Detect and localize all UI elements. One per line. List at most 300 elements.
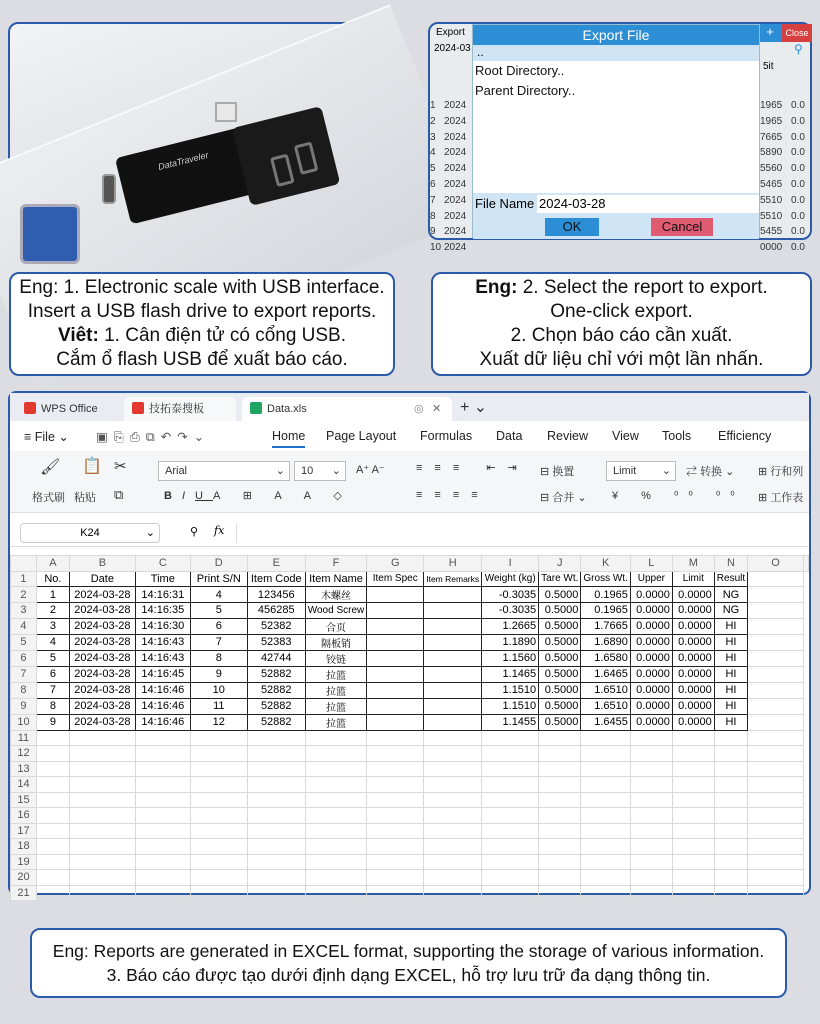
cell[interactable]: [482, 792, 539, 808]
column-header[interactable]: B: [69, 556, 135, 572]
cell[interactable]: [36, 730, 69, 746]
data-cell[interactable]: Wood Screw: [305, 603, 367, 619]
data-cell[interactable]: 0.1965: [581, 603, 630, 619]
font-size-select[interactable]: [294, 461, 346, 481]
cell[interactable]: [367, 730, 424, 746]
cell[interactable]: [305, 870, 367, 886]
file-name-input[interactable]: 2024-03-28: [537, 195, 759, 213]
cell[interactable]: [672, 854, 714, 870]
header-cell[interactable]: Upper: [630, 571, 672, 587]
row-header[interactable]: 21: [11, 885, 37, 901]
cell[interactable]: [714, 823, 747, 839]
column-header[interactable]: N: [714, 556, 747, 572]
data-cell[interactable]: 1.6455: [581, 714, 630, 730]
data-cell[interactable]: 6: [190, 618, 247, 634]
data-cell[interactable]: 拉篮: [305, 666, 367, 682]
data-cell[interactable]: [424, 587, 482, 603]
column-header[interactable]: G: [367, 556, 424, 572]
header-cell[interactable]: Item Remarks: [424, 571, 482, 587]
cell[interactable]: [424, 839, 482, 855]
data-cell[interactable]: 0.0000: [630, 682, 672, 698]
cell[interactable]: [714, 761, 747, 777]
number-format-select[interactable]: [606, 461, 676, 481]
data-cell[interactable]: 0.0000: [672, 634, 714, 650]
cell[interactable]: [581, 777, 630, 793]
cell[interactable]: [424, 792, 482, 808]
cell[interactable]: [190, 777, 247, 793]
data-cell[interactable]: 0.5000: [539, 698, 581, 714]
row-header[interactable]: 8: [11, 682, 37, 698]
cell[interactable]: [482, 808, 539, 824]
cell[interactable]: [135, 885, 190, 901]
cell[interactable]: [539, 746, 581, 762]
header-cell[interactable]: No.: [36, 571, 69, 587]
data-cell[interactable]: [424, 618, 482, 634]
data-cell[interactable]: 0.0000: [672, 714, 714, 730]
row-header[interactable]: 13: [11, 761, 37, 777]
cell[interactable]: [539, 761, 581, 777]
cell[interactable]: [581, 808, 630, 824]
column-header[interactable]: O: [748, 556, 804, 572]
dir-item-root[interactable]: Root Directory..: [475, 63, 565, 78]
cell[interactable]: [482, 761, 539, 777]
cell[interactable]: [539, 730, 581, 746]
cell[interactable]: [714, 792, 747, 808]
row-header[interactable]: 5: [11, 634, 37, 650]
data-cell[interactable]: 1.6580: [581, 650, 630, 666]
row-header[interactable]: 10: [11, 714, 37, 730]
cell[interactable]: [482, 823, 539, 839]
data-cell[interactable]: 5: [190, 603, 247, 619]
data-cell[interactable]: [367, 698, 424, 714]
data-cell[interactable]: 14:16:31: [135, 587, 190, 603]
cell[interactable]: [748, 761, 804, 777]
cell[interactable]: [367, 854, 424, 870]
row-header[interactable]: 4: [11, 618, 37, 634]
data-cell[interactable]: 0.0000: [630, 714, 672, 730]
row-header[interactable]: 7: [11, 666, 37, 682]
dir-item-parent[interactable]: Parent Directory..: [475, 83, 576, 98]
cell[interactable]: [367, 808, 424, 824]
cell[interactable]: [748, 777, 804, 793]
data-cell[interactable]: 9: [36, 714, 69, 730]
data-cell[interactable]: -0.3035: [482, 603, 539, 619]
cell[interactable]: [305, 746, 367, 762]
cell[interactable]: [36, 885, 69, 901]
menu-data[interactable]: Data: [496, 429, 523, 443]
data-cell[interactable]: 0.0000: [672, 666, 714, 682]
column-header[interactable]: E: [247, 556, 305, 572]
data-cell[interactable]: 拉篮: [305, 682, 367, 698]
data-cell[interactable]: [424, 603, 482, 619]
row-header[interactable]: 2: [11, 587, 37, 603]
cell[interactable]: [69, 839, 135, 855]
tab-wps-office[interactable]: [16, 397, 120, 421]
cell[interactable]: [748, 698, 804, 714]
cell[interactable]: [190, 730, 247, 746]
data-cell[interactable]: 1.6465: [581, 666, 630, 682]
cell[interactable]: [630, 761, 672, 777]
cell[interactable]: [714, 730, 747, 746]
quick-access-icons[interactable]: ▣⎘⎙⧉↶↷⌄: [96, 430, 211, 444]
data-cell[interactable]: 2024-03-28: [69, 587, 135, 603]
data-cell[interactable]: [424, 634, 482, 650]
data-cell[interactable]: 0.5000: [539, 618, 581, 634]
cell[interactable]: [539, 808, 581, 824]
data-cell[interactable]: 木螺丝: [305, 587, 367, 603]
cell[interactable]: [748, 714, 804, 730]
column-header[interactable]: M: [672, 556, 714, 572]
cell[interactable]: [69, 730, 135, 746]
cell[interactable]: [190, 808, 247, 824]
cell[interactable]: [305, 839, 367, 855]
data-cell[interactable]: 10: [190, 682, 247, 698]
fx-icon[interactable]: fx: [214, 524, 225, 537]
cell[interactable]: [714, 746, 747, 762]
data-cell[interactable]: 0.0000: [630, 698, 672, 714]
menu-efficiency[interactable]: Efficiency: [718, 429, 772, 443]
data-cell[interactable]: 0.0000: [672, 698, 714, 714]
data-cell[interactable]: 14:16:46: [135, 682, 190, 698]
data-cell[interactable]: 0.5000: [539, 650, 581, 666]
cell[interactable]: [424, 823, 482, 839]
data-cell[interactable]: 0.0000: [672, 682, 714, 698]
cell[interactable]: [672, 839, 714, 855]
menu-formulas[interactable]: Formulas: [420, 429, 473, 443]
cell[interactable]: [247, 761, 305, 777]
search-icon[interactable]: ⚲: [794, 42, 803, 56]
cell[interactable]: [482, 854, 539, 870]
cell[interactable]: [630, 808, 672, 824]
data-cell[interactable]: 14:16:45: [135, 666, 190, 682]
data-cell[interactable]: 3: [36, 618, 69, 634]
data-cell[interactable]: 2024-03-28: [69, 666, 135, 682]
data-cell[interactable]: [367, 650, 424, 666]
row-header[interactable]: 11: [11, 730, 37, 746]
data-cell[interactable]: 8: [190, 650, 247, 666]
data-cell[interactable]: 52882: [247, 682, 305, 698]
header-cell[interactable]: Date: [69, 571, 135, 587]
cell[interactable]: [748, 682, 804, 698]
data-cell[interactable]: [424, 714, 482, 730]
data-cell[interactable]: 1.6510: [581, 682, 630, 698]
cell[interactable]: [424, 885, 482, 901]
cell[interactable]: [247, 808, 305, 824]
data-cell[interactable]: 2024-03-28: [69, 650, 135, 666]
data-cell[interactable]: 拉篮: [305, 698, 367, 714]
data-cell[interactable]: [367, 634, 424, 650]
data-cell[interactable]: 1.1560: [482, 650, 539, 666]
row-header[interactable]: 20: [11, 870, 37, 886]
cell[interactable]: [714, 885, 747, 901]
cell[interactable]: [305, 792, 367, 808]
cell[interactable]: [748, 666, 804, 682]
cell[interactable]: [748, 571, 804, 587]
data-cell[interactable]: 14:16:30: [135, 618, 190, 634]
data-cell[interactable]: HI: [714, 634, 747, 650]
data-cell[interactable]: 42744: [247, 650, 305, 666]
data-cell[interactable]: 0.0000: [630, 603, 672, 619]
cell[interactable]: [581, 746, 630, 762]
data-cell[interactable]: [367, 587, 424, 603]
cell[interactable]: [581, 823, 630, 839]
data-cell[interactable]: 合页: [305, 618, 367, 634]
cell[interactable]: [69, 854, 135, 870]
menu-page-layout[interactable]: Page Layout: [326, 429, 397, 443]
cell[interactable]: [36, 761, 69, 777]
data-cell[interactable]: 1.1455: [482, 714, 539, 730]
paste-label[interactable]: 粘贴: [74, 492, 96, 504]
data-cell[interactable]: [424, 666, 482, 682]
cell[interactable]: [367, 839, 424, 855]
row-header[interactable]: 16: [11, 808, 37, 824]
cell[interactable]: [247, 746, 305, 762]
cell[interactable]: [135, 730, 190, 746]
data-cell[interactable]: [367, 682, 424, 698]
header-cell[interactable]: Item Spec: [367, 571, 424, 587]
cell[interactable]: [748, 823, 804, 839]
data-cell[interactable]: 14:16:46: [135, 714, 190, 730]
data-cell[interactable]: 隔板销: [305, 634, 367, 650]
cell[interactable]: [135, 746, 190, 762]
cell[interactable]: [424, 870, 482, 886]
data-cell[interactable]: 0.5000: [539, 587, 581, 603]
cell[interactable]: [581, 792, 630, 808]
column-header[interactable]: H: [424, 556, 482, 572]
data-cell[interactable]: [367, 603, 424, 619]
cell[interactable]: [424, 730, 482, 746]
data-cell[interactable]: 0.1965: [581, 587, 630, 603]
cell[interactable]: [539, 823, 581, 839]
data-cell[interactable]: [367, 618, 424, 634]
row-header[interactable]: 6: [11, 650, 37, 666]
header-cell[interactable]: Tare Wt.: [539, 571, 581, 587]
data-cell[interactable]: 9: [190, 666, 247, 682]
cell[interactable]: [748, 854, 804, 870]
cell[interactable]: [630, 885, 672, 901]
cell[interactable]: [69, 777, 135, 793]
data-cell[interactable]: 14:16:35: [135, 603, 190, 619]
cell[interactable]: [367, 746, 424, 762]
row-header[interactable]: 3: [11, 603, 37, 619]
font-grow-icon[interactable]: A⁺ A⁻: [356, 464, 385, 476]
row-header[interactable]: 18: [11, 839, 37, 855]
header-cell[interactable]: Gross Wt.: [581, 571, 630, 587]
cell[interactable]: [135, 761, 190, 777]
cell[interactable]: [630, 870, 672, 886]
cell[interactable]: [36, 777, 69, 793]
data-cell[interactable]: 2024-03-28: [69, 618, 135, 634]
cell[interactable]: [748, 618, 804, 634]
sheet-button[interactable]: ⊞ 工作表: [758, 492, 804, 504]
data-cell[interactable]: 2: [36, 603, 69, 619]
cell[interactable]: [748, 730, 804, 746]
cell[interactable]: [36, 792, 69, 808]
new-tab-icon[interactable]: + ⌄: [460, 399, 488, 416]
cell[interactable]: [367, 823, 424, 839]
copy-icon[interactable]: ⧉: [114, 487, 124, 502]
menu-review[interactable]: Review: [547, 429, 588, 443]
data-cell[interactable]: 拉篮: [305, 714, 367, 730]
data-cell[interactable]: 0.5000: [539, 634, 581, 650]
cell[interactable]: [36, 808, 69, 824]
cell[interactable]: [69, 761, 135, 777]
cell[interactable]: [190, 885, 247, 901]
cell[interactable]: [672, 870, 714, 886]
row-header[interactable]: 15: [11, 792, 37, 808]
cell[interactable]: [69, 885, 135, 901]
cell[interactable]: [672, 808, 714, 824]
font-name-select[interactable]: [158, 461, 290, 481]
cut-icon[interactable]: ✂: [114, 458, 127, 475]
cell[interactable]: [482, 746, 539, 762]
format-painter-label[interactable]: 格式刷: [32, 492, 65, 504]
cell[interactable]: [630, 839, 672, 855]
data-cell[interactable]: 0.0000: [630, 634, 672, 650]
menu-tools[interactable]: Tools: [662, 429, 692, 443]
cell[interactable]: [247, 854, 305, 870]
data-cell[interactable]: 7: [190, 634, 247, 650]
cell[interactable]: [672, 792, 714, 808]
cell[interactable]: [630, 746, 672, 762]
data-cell[interactable]: 11: [190, 698, 247, 714]
data-cell[interactable]: HI: [714, 618, 747, 634]
data-cell[interactable]: 14:16:43: [135, 650, 190, 666]
convert-button[interactable]: ⇄ 转换 ⌄: [686, 466, 735, 478]
cell[interactable]: [424, 777, 482, 793]
cell[interactable]: [630, 823, 672, 839]
data-cell[interactable]: HI: [714, 666, 747, 682]
data-cell[interactable]: 2024-03-28: [69, 603, 135, 619]
header-cell[interactable]: Item Name: [305, 571, 367, 587]
data-cell[interactable]: 0.5000: [539, 603, 581, 619]
cell[interactable]: [581, 870, 630, 886]
data-cell[interactable]: 0.5000: [539, 666, 581, 682]
cell[interactable]: [748, 839, 804, 855]
cell[interactable]: [190, 870, 247, 886]
column-header[interactable]: I: [482, 556, 539, 572]
cell[interactable]: [581, 885, 630, 901]
cell[interactable]: [672, 761, 714, 777]
font-style-icons[interactable]: BIUA ⊞ A A ◇: [164, 490, 352, 502]
data-cell[interactable]: 0.0000: [630, 666, 672, 682]
cell[interactable]: [36, 854, 69, 870]
cell[interactable]: [190, 823, 247, 839]
cell[interactable]: [367, 885, 424, 901]
cell[interactable]: [135, 854, 190, 870]
cell[interactable]: [69, 808, 135, 824]
cell[interactable]: [367, 792, 424, 808]
header-cell[interactable]: Time: [135, 571, 190, 587]
data-cell[interactable]: [367, 666, 424, 682]
cell[interactable]: [190, 792, 247, 808]
data-cell[interactable]: 12: [190, 714, 247, 730]
align-icons-top[interactable]: ≡≡≡ ⇤⇥: [416, 462, 529, 474]
cell[interactable]: [714, 870, 747, 886]
cell[interactable]: [748, 634, 804, 650]
cell[interactable]: [305, 808, 367, 824]
row-header[interactable]: 14: [11, 777, 37, 793]
close-icon[interactable]: ✕: [432, 403, 442, 415]
cell[interactable]: [539, 885, 581, 901]
data-cell[interactable]: 0.0000: [630, 618, 672, 634]
data-cell[interactable]: 5: [36, 650, 69, 666]
cell[interactable]: [748, 587, 804, 603]
row-header[interactable]: 12: [11, 746, 37, 762]
tab-data-xls[interactable]: [242, 397, 452, 421]
column-header[interactable]: J: [539, 556, 581, 572]
data-cell[interactable]: 0.0000: [630, 650, 672, 666]
format-painter-icon[interactable]: 🖌: [40, 459, 61, 476]
cell[interactable]: [36, 839, 69, 855]
data-cell[interactable]: 4: [190, 587, 247, 603]
cell[interactable]: [482, 730, 539, 746]
cell[interactable]: [247, 730, 305, 746]
cell[interactable]: [424, 746, 482, 762]
cell[interactable]: [36, 870, 69, 886]
tab-template[interactable]: [124, 397, 236, 421]
cell[interactable]: [672, 777, 714, 793]
rows-cols-button[interactable]: ⊞ 行和列: [758, 466, 804, 478]
data-cell[interactable]: 1: [36, 587, 69, 603]
cell[interactable]: [482, 870, 539, 886]
cell[interactable]: [135, 823, 190, 839]
cell[interactable]: [305, 730, 367, 746]
zoom-icon[interactable]: ⚲: [190, 526, 199, 538]
cell[interactable]: [424, 854, 482, 870]
cell[interactable]: [482, 839, 539, 855]
data-cell[interactable]: 1.6890: [581, 634, 630, 650]
cell[interactable]: [539, 870, 581, 886]
data-cell[interactable]: 52882: [247, 714, 305, 730]
cell[interactable]: [714, 839, 747, 855]
cell[interactable]: [539, 792, 581, 808]
data-cell[interactable]: HI: [714, 682, 747, 698]
cell[interactable]: [190, 746, 247, 762]
menu-view[interactable]: View: [612, 429, 639, 443]
data-cell[interactable]: 6: [36, 666, 69, 682]
cell[interactable]: [424, 808, 482, 824]
header-cell[interactable]: Weight (kg): [482, 571, 539, 587]
data-cell[interactable]: 456285: [247, 603, 305, 619]
data-cell[interactable]: HI: [714, 650, 747, 666]
cancel-button[interactable]: Cancel: [651, 218, 713, 236]
column-header[interactable]: D: [190, 556, 247, 572]
cell[interactable]: [69, 792, 135, 808]
data-cell[interactable]: 1.1465: [482, 666, 539, 682]
column-header[interactable]: F: [305, 556, 367, 572]
data-cell[interactable]: [367, 714, 424, 730]
data-cell[interactable]: 1.6510: [581, 698, 630, 714]
cell[interactable]: [748, 603, 804, 619]
column-header[interactable]: K: [581, 556, 630, 572]
cell[interactable]: [482, 885, 539, 901]
data-cell[interactable]: 0.0000: [672, 587, 714, 603]
data-cell[interactable]: 14:16:43: [135, 634, 190, 650]
data-cell[interactable]: 1.1890: [482, 634, 539, 650]
cell[interactable]: [367, 870, 424, 886]
bg-close-button[interactable]: Close: [782, 24, 812, 42]
cell[interactable]: [135, 777, 190, 793]
data-cell[interactable]: 52882: [247, 666, 305, 682]
cell[interactable]: [672, 823, 714, 839]
cell[interactable]: [69, 746, 135, 762]
cell[interactable]: [748, 885, 804, 901]
data-cell[interactable]: [424, 698, 482, 714]
select-all-corner[interactable]: [11, 556, 37, 572]
data-cell[interactable]: 铰链: [305, 650, 367, 666]
header-cell[interactable]: Item Code: [247, 571, 305, 587]
